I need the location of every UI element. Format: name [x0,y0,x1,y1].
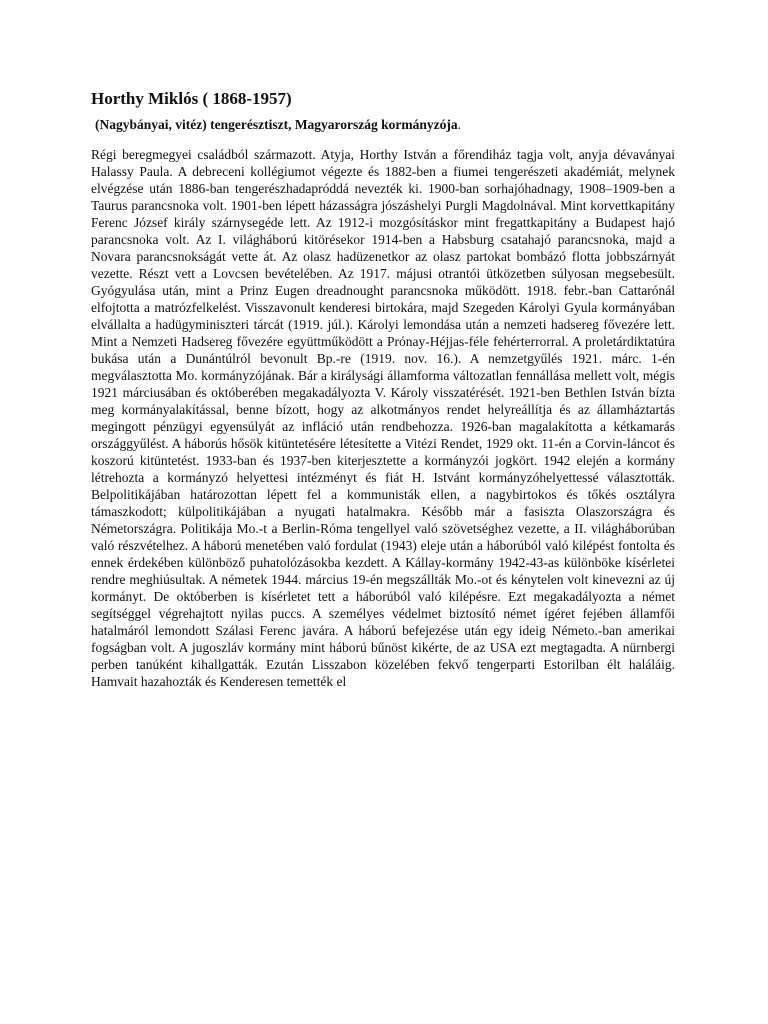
document-body: Régi beregmegyei családból származott. Atyja, Horthy István a főrendiház tagja volt, anyja dévaványai Halassy Paula. A debreceni kollégiumot végezte és 1882-ben a fiumei tengerészeti akadémiát, melynek elvégzése után 1886-ban tengerészhadapróddá nevezték ki. 1900-ban sorhajóhadnagy, 1908–1909-ben a Taurus parancsnoka volt. 1901-ben lépett házasságra jószáshelyi Purgli Magdolnával. Mint korvettkapitány Ferenc József király szárnysegéde lett. Az 1912-i mozgósításkor mint fregattkapitány a Budapest hajó parancsnoka volt. Az I. világháború kitörésekor 1914-ben a Habsburg csatahajó parancsnoka, majd a Novara parancsnokságát vette át. Az olasz hadüzenetkor az olasz partokat bombázó flotta jobbszárnyát vezette. Részt vett a Lovcsen bevételében. Az 1917. májusi otrantói ütközetben súlyosan megsebesült. Gyógyulása után, mint a Prinz Eugen dreadnought parancsnoka működött. 1918. febr.-ban Cattarónál elfojtotta a matrózfelkelést. Visszavonult kenderesi birtokára, majd Szegeden Károlyi Gyula kormányában elvállalta a hadügyminiszteri tárcát (1919. júl.). Károlyi lemondása után a nemzeti hadsereg fővezére lett. Mint a Nemzeti Hadsereg fővezére együttműködött a Prónay-Héjjas-féle fehérterrorral. A proletárdiktatúra bukása után a Dunántúlról bevonult Bp.-re (1919. nov. 16.). A nemzetgyűlés 1921. márc. 1-én megválasztotta Mo. kormányzójának. Bár a királysági államforma változatlan fennállása mellett volt, mégis 1921 márciusában és októberében megakadályozta V. Károly visszatérését. 1921-ben Bethlen István bízta meg kormányalakítással, benne bízott, hogy az alkotmányos rendet helyreállítja és az államháztartás megingott pénzügyi egyensúlyát az infláció után rendbehozza. 1926-ban magalakította a kétkamarás országgyűlést. A háborús hősök kitüntetésére létesítette a Vitézi Rendet, 1929 okt. 11-én a Corvin-láncot és koszorú kitüntetést. 1933-ban és 1937-ben kiterjesztette a kormányzói jogkört. 1942 elején a kormány létrehozta a kormányzó helyettesi intézményt és fiát H. Istvánt kormányzóhelyettessé választották. Belpolitikájában határozottan lépett fel a kommunisták ellen, a nagybirtokos és tőkés osztályra támaszkodott; külpolitikájában a nyugati hatalmakra. Később már a fasiszta Olaszországra és Németországra. Politikája Mo.-t a Berlin-Róma tengellyel való szövetséghez vezette, a II. világháborúban való részvételhez. A háború menetében való fordulat (1943) eleje után a háborúból való kilépést fontolta és ennek érdekében különböző puhatolózásokba kezdett. A Kállay-kormány 1942-43-as különböke kísérletei rendre meghiúsultak. A németek 1944. március 19-én megszállták Mo.-ot és kénytelen volt kinevezni az új kormányt. De októberben is kísérletet tett a háborúból való kilépésre. Ezt megakadályozta a német segítséggel végrehajtott nyilas puccs. A személyes védelmet biztosító német ígéret fejében államfői hatalmáról lemondott Szálasi Ferenc javára. A háború befejezése után egy ideig Németo.-ban amerikai fogságban volt. A jugoszláv kormány mint háború bűnöst kikérte, de az USA ezt megtagadta. A nürnbergi perben tanúként kihallgatták. Ezután Lisszabon közelében fekvő tengerparti Estorilban élt haláláig. Hamvait hazahozták és Kenderesen temették el [91,147,675,689]
subtitle-text: (Nagybányai, vitéz) tengerésztiszt, Magyarország kormányzója [95,117,458,132]
subtitle-period: . [457,117,462,132]
document-title: Horthy Miklós ( 1868-1957) [91,89,292,108]
document-subtitle [95,116,461,134]
document-page [91,0,675,1024]
